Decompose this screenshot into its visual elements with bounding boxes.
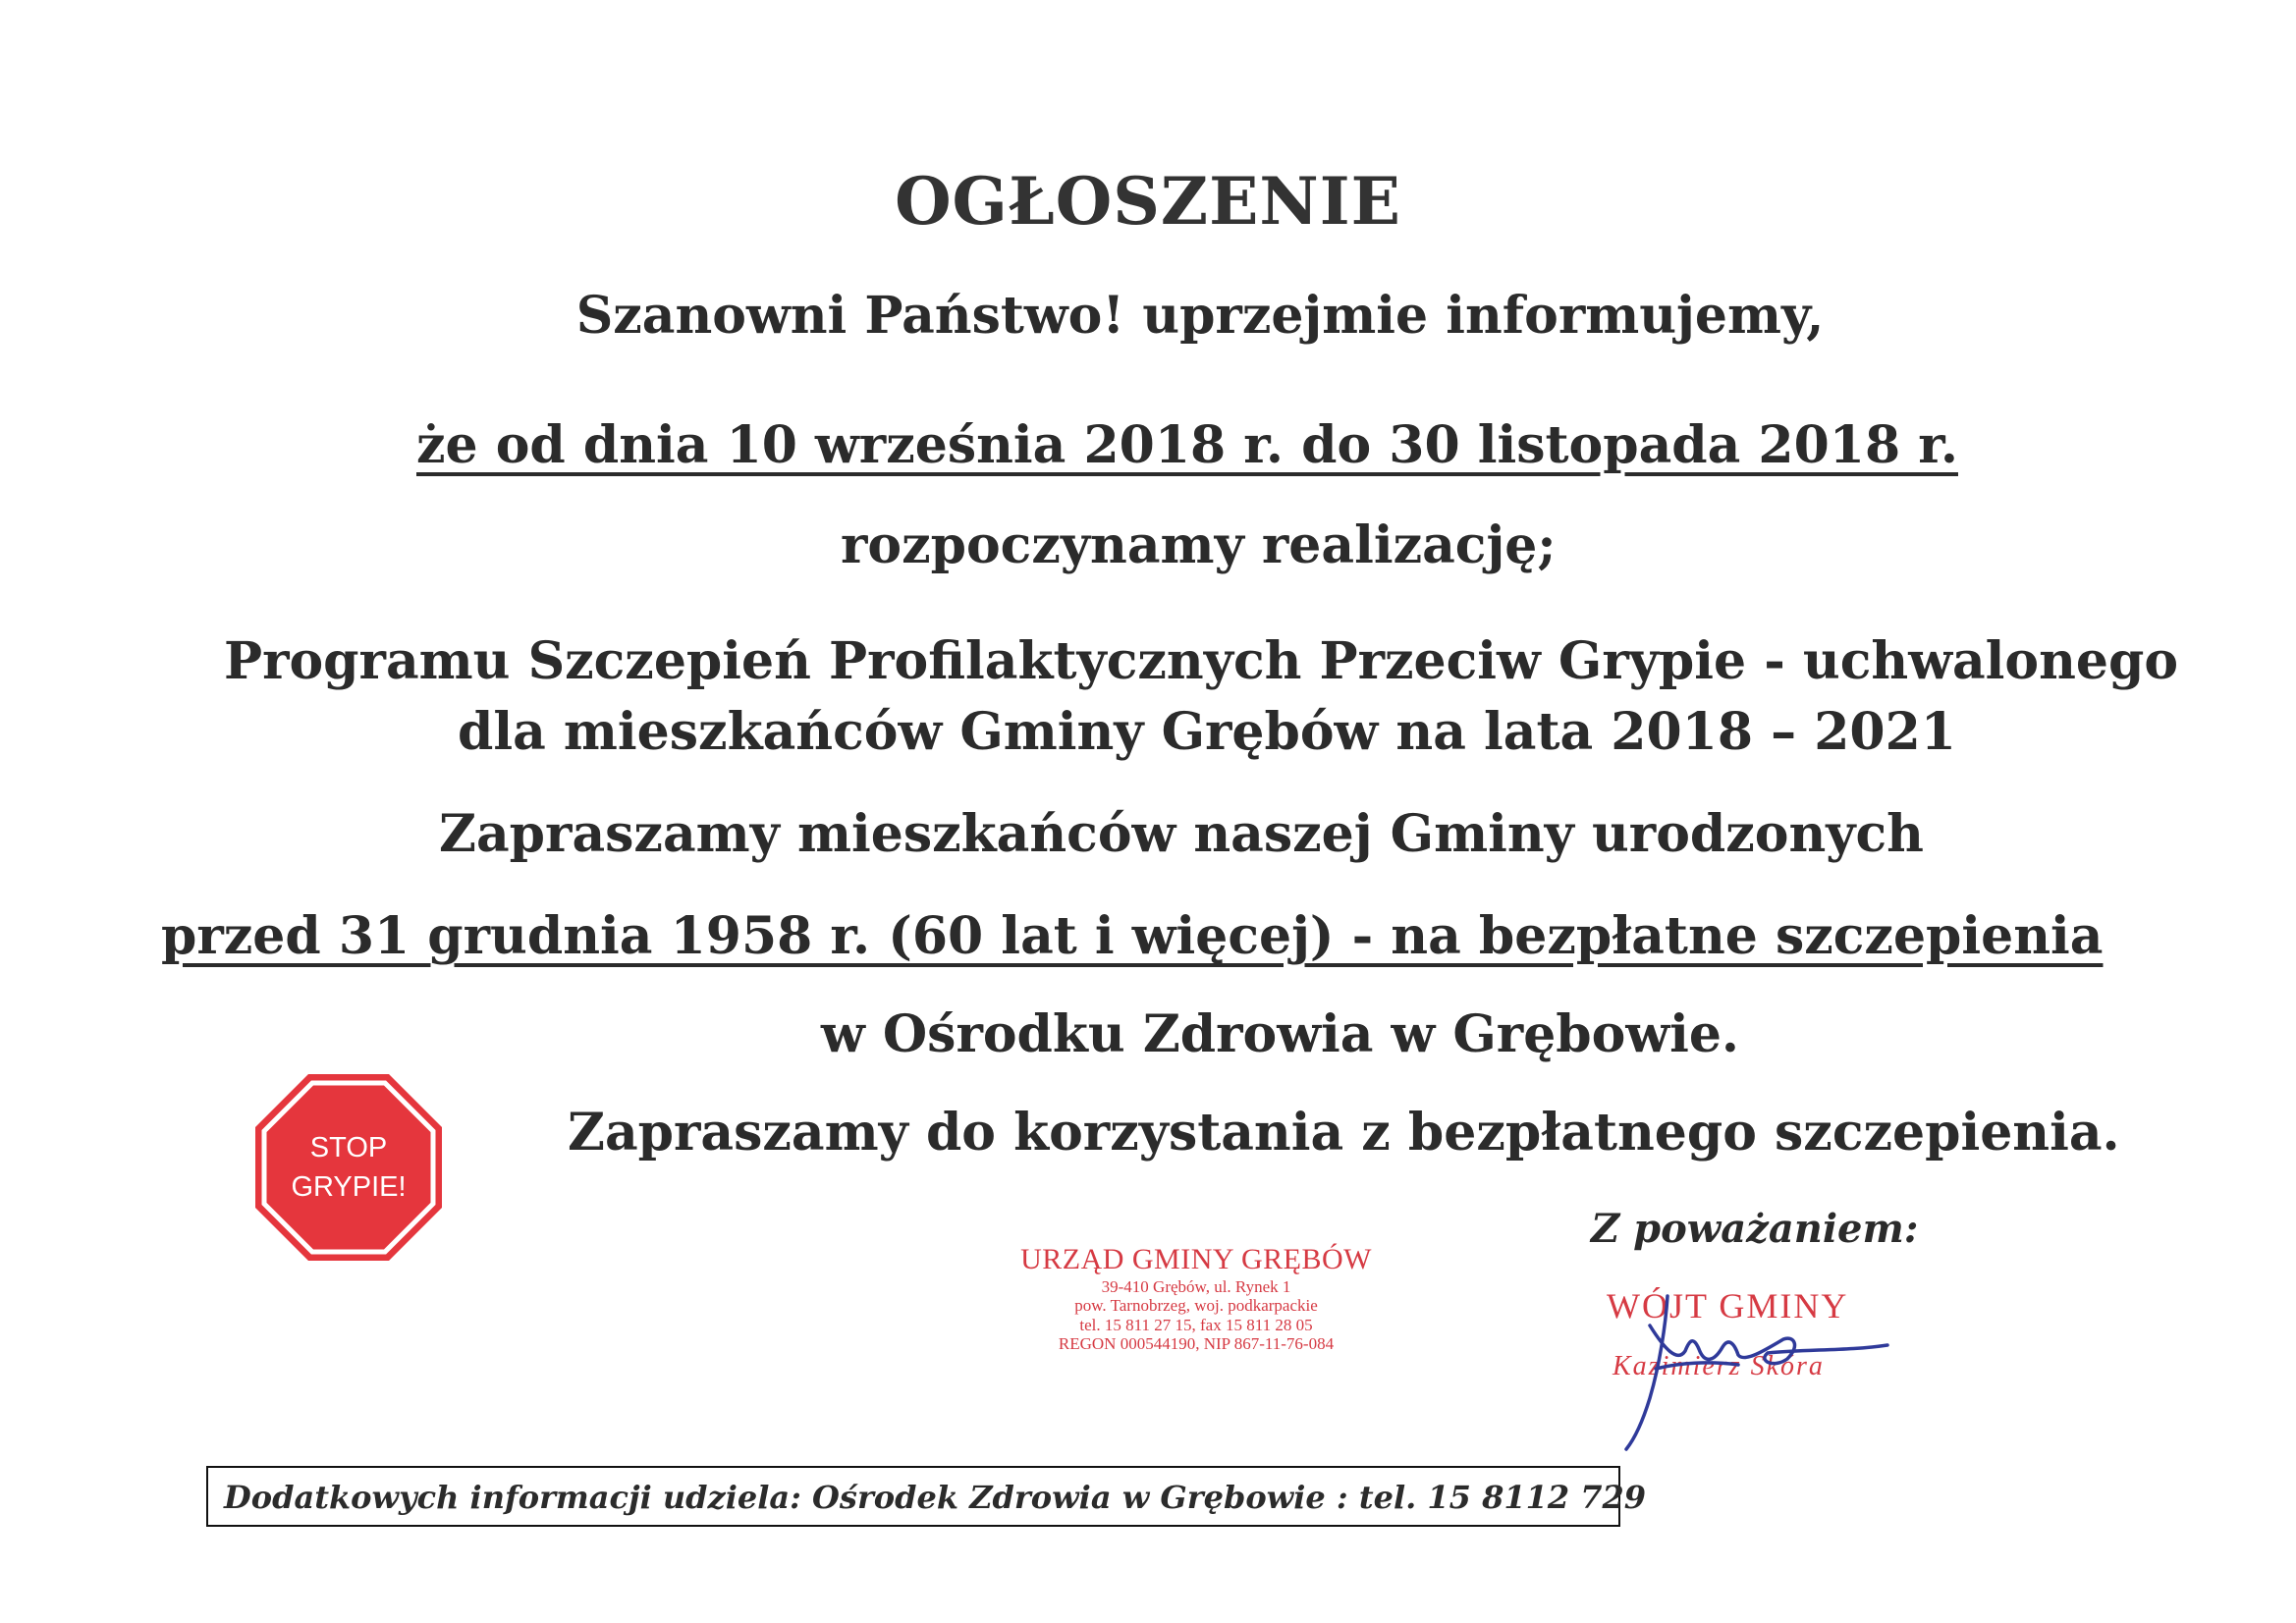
program-line-1: Programu Szczepień Profilaktycznych Przeciw Grypie - uchwalonego bbox=[224, 631, 2179, 691]
dates-line bbox=[416, 415, 1958, 475]
office-stamp bbox=[1011, 1243, 1381, 1354]
use-line: Zapraszamy do korzystania z bezpłatnego szczepienia. bbox=[568, 1103, 2120, 1163]
born-before-line bbox=[161, 906, 2104, 966]
dates-text: że od dnia 10 września 2018 r. do 30 listopada 2018 r. bbox=[416, 415, 1958, 475]
stop-sign-icon bbox=[251, 1070, 446, 1265]
office-stamp-address: 39-410 Grębów, ul. Rynek 1 bbox=[1101, 1276, 1291, 1296]
start-line: rozpoczynamy realizację; bbox=[841, 515, 1557, 575]
office-stamp-phone: tel. 15 811 27 15, fax 15 811 28 05 bbox=[1079, 1315, 1313, 1334]
office-stamp-district: pow. Tarnobrzeg, woj. podkarpackie bbox=[1074, 1296, 1318, 1316]
invite-line: Zapraszamy mieszkańców naszej Gminy urodzonych bbox=[439, 804, 1924, 864]
regards-text: Z poważaniem: bbox=[1591, 1206, 1919, 1252]
born-before-text: przed 31 grudnia 1958 r. (60 lat i więcej) - na bezpłatne szczepienia bbox=[161, 906, 2104, 966]
place-line: w Ośrodku Zdrowia w Grębowie. bbox=[821, 1004, 1740, 1064]
stop-sign-line1: STOP bbox=[309, 1132, 388, 1163]
stop-sign-outer bbox=[255, 1074, 442, 1261]
program-line-2: dla mieszkańców Gminy Grębów na lata 2018 – 2021 bbox=[458, 702, 1956, 762]
office-stamp-name: URZĄD GMINY GRĘBÓW bbox=[1020, 1243, 1372, 1275]
stop-sign-line2: GRYPIE! bbox=[291, 1171, 407, 1203]
office-stamp-ids: REGON 000544190, NIP 867-11-76-084 bbox=[1058, 1334, 1335, 1354]
signature-stamp-title: WÓJT GMINY bbox=[1607, 1286, 1849, 1325]
footer-info-text: Dodatkowych informacji udziela: Ośrodek Zdrowia w Grębowie : tel. 15 8112 729 bbox=[224, 1479, 1647, 1516]
signature-stamp bbox=[1591, 1267, 1915, 1453]
greeting-line: Szanowni Państwo! uprzejmie informujemy, bbox=[575, 286, 1825, 346]
signature-stamp-name: Kazimierz Skóra bbox=[1613, 1351, 1825, 1381]
announcement-title: OGŁOSZENIE bbox=[895, 163, 1401, 240]
footer-info-box bbox=[206, 1466, 1647, 1527]
